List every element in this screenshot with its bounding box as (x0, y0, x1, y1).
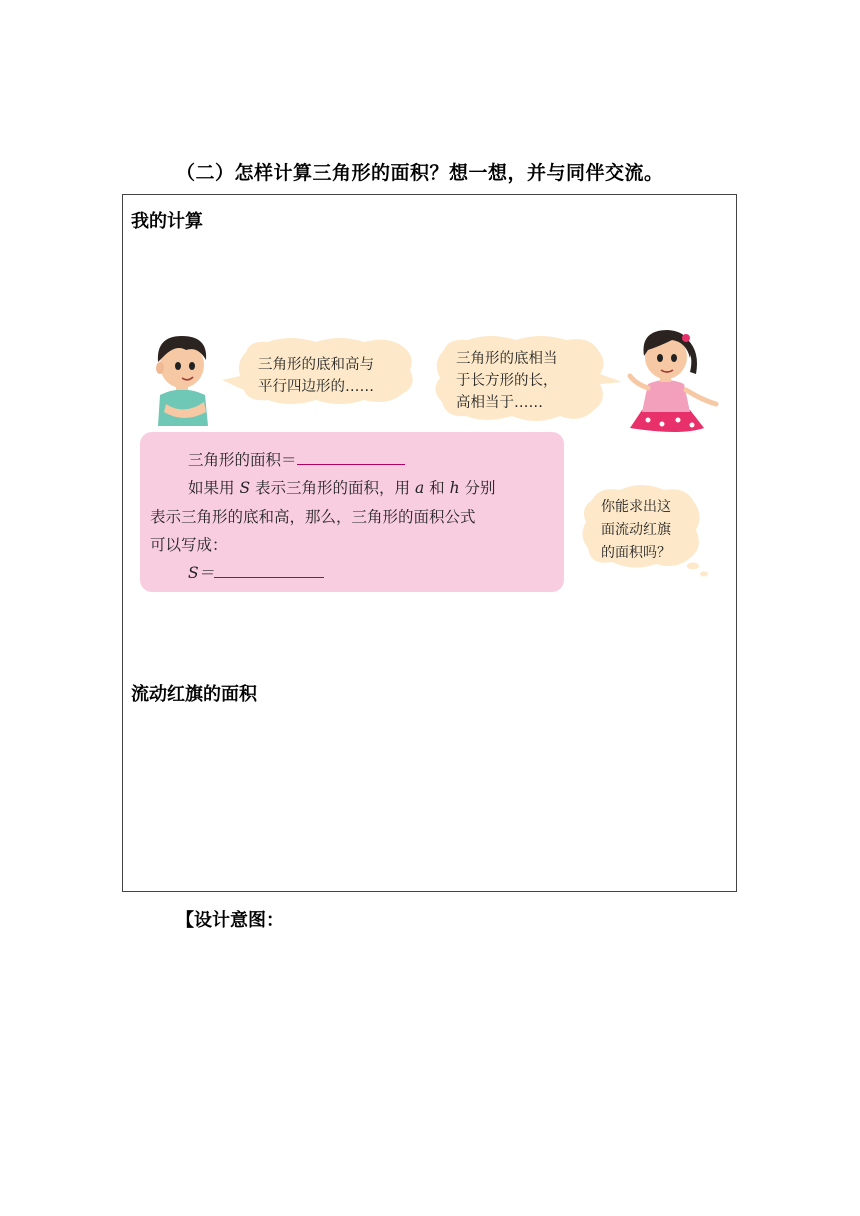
section-heading: （二）怎样计算三角形的面积？想一想，并与同伴交流。 (176, 162, 664, 184)
boy-illustration (156, 336, 208, 426)
area-answer-blank[interactable] (297, 450, 405, 465)
question-bubble-text: 你能求出这 面流动红旗 的面积吗？ (601, 499, 671, 561)
card-written-as-line: 可以写成： (150, 536, 228, 554)
var-s: S (239, 479, 251, 497)
boy-speech-text: 三角形的底和高与 平行四边形的…… (258, 357, 374, 395)
my-calculation-label: 我的计算 (131, 211, 203, 232)
design-intent-label: 【设计意图： (176, 910, 284, 931)
card-definition-line (188, 476, 496, 498)
girl-speech-text: 三角形的底相当 于长方形的长， 高相当于…… (456, 351, 558, 411)
girl-illustration (630, 330, 716, 432)
card-text-respectively: 分别 (464, 479, 496, 497)
card-text-and: 和 (429, 479, 445, 497)
card-area-label: 三角形的面积＝ (188, 451, 297, 469)
flag-area-label: 流动红旗的面积 (131, 684, 257, 705)
card-s-line (188, 561, 324, 583)
formula-s-label: S＝ (188, 564, 215, 582)
formula-answer-blank[interactable] (214, 563, 324, 578)
var-h: h (449, 479, 460, 497)
card-formula-line: 表示三角形的底和高，那么，三角形的面积公式 (150, 508, 476, 526)
card-area-line (188, 448, 405, 470)
card-text-area: 表示三角形的面积，用 (255, 479, 411, 497)
var-a: a (414, 479, 425, 497)
card-text-if: 如果用 (188, 479, 235, 497)
